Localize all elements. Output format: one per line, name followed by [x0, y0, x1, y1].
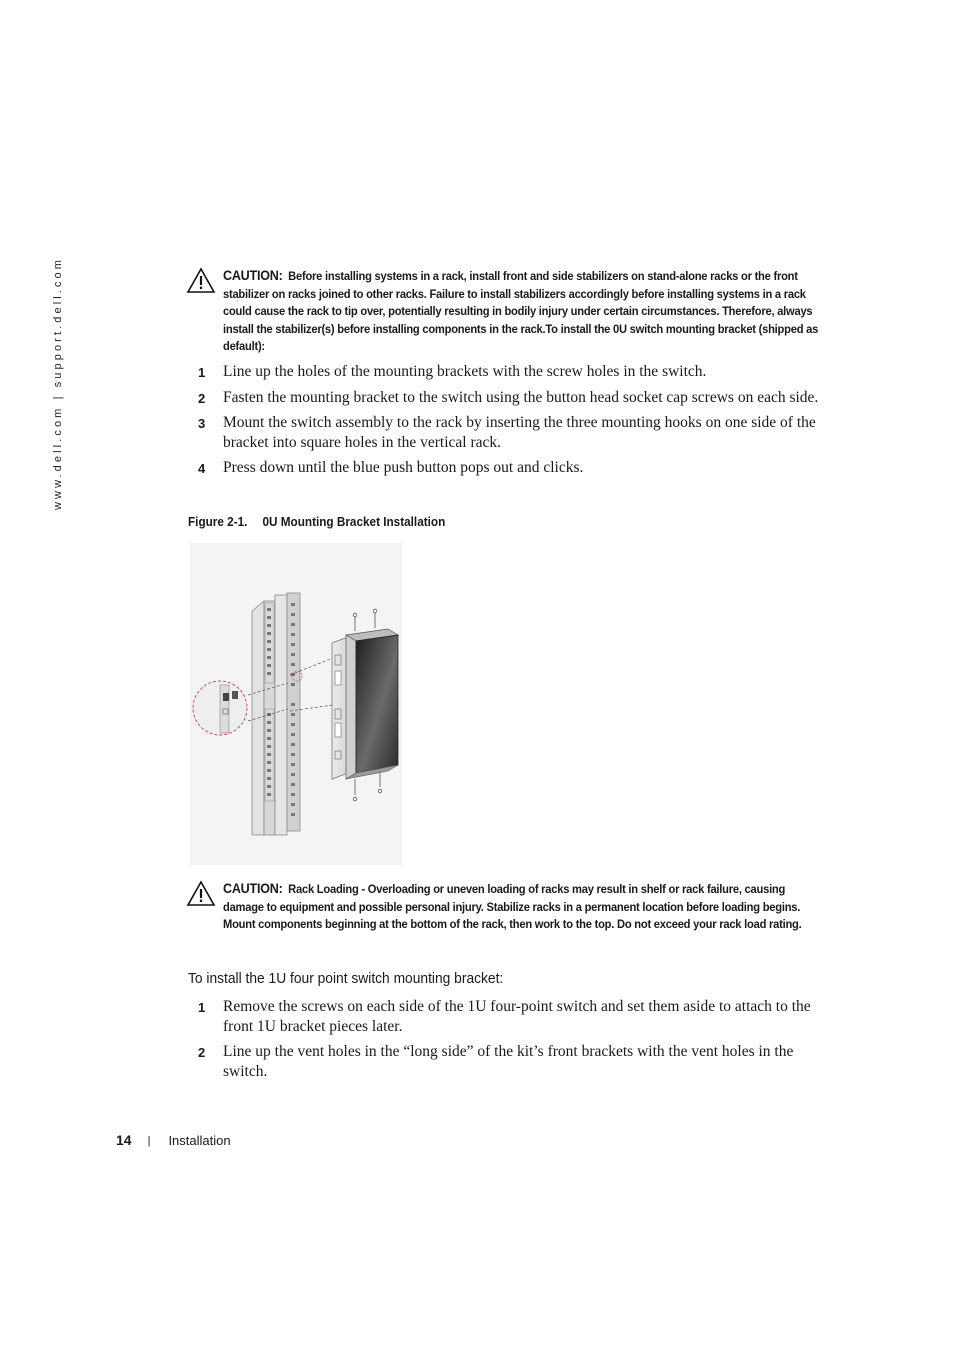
caution-text: Rack Loading - Overloading or uneven loading of racks may result in shelf or rack failure, causing damage to equipment and possible personal injury. Stabilize racks in a permanent location before loading begins. Mount components beginning at the bottom of the rack, then work to the top. Do not exceed your rack load rating.	[223, 882, 802, 932]
step-item	[186, 388, 826, 408]
footer-section: Installation	[168, 1133, 231, 1148]
step-text: Mount the switch assembly to the rack by inserting the three mounting hooks on one side of the bracket into square holes in the vertical rack.	[223, 414, 816, 451]
step-text: Line up the vent holes in the “long side” of the kit’s front brackets with the vent holes in the switch.	[223, 1043, 794, 1080]
step-number: 1	[198, 1000, 206, 1015]
step-text: Fasten the mounting bracket to the switch using the button head socket cap screws on each side.	[223, 388, 819, 406]
caution-notice-rack-loading	[186, 880, 826, 934]
caution-text: Before installing systems in a rack, install front and side stabilizers on stand-alone racks or the front stabilizer on racks joined to other racks. Failure to install stabilizers accordingly before installing systems in a rack could cause the rack to tip over, potentially resulting in bodily injury under certain circumstances. Therefore, always install the stabilizer(s) before installing components in the rack.To install the 0U switch mounting bracket (shipped as default):	[223, 269, 819, 354]
step-number: 2	[198, 1045, 206, 1060]
step-text: Line up the holes of the mounting brackets with the screw holes in the switch.	[223, 363, 707, 380]
caution-label: CAUTION:	[223, 268, 283, 283]
figure-title: 0U Mounting Bracket Installation	[262, 515, 446, 529]
step-number: 3	[198, 416, 206, 431]
figure-caption	[188, 515, 445, 529]
caution-icon	[186, 880, 216, 907]
caution-notice-stabilizers	[186, 267, 826, 356]
page-number: 14	[116, 1132, 132, 1148]
step-text: Press down until the blue push button pops out and clicks.	[223, 459, 584, 476]
section-heading: To install the 1U four point switch mounting bracket:	[188, 970, 504, 987]
step-item	[186, 458, 826, 478]
step-text: Remove the screws on each side of the 1U four-point switch and set them aside to attach to the front 1U bracket pieces later.	[223, 998, 811, 1035]
mounting-bracket-illustration	[190, 543, 402, 865]
step-item	[186, 997, 826, 1036]
step-item	[186, 362, 826, 382]
step-item	[186, 1042, 826, 1081]
caution-icon	[186, 267, 216, 294]
step-number: 2	[198, 390, 206, 406]
footer-separator: |	[147, 1135, 151, 1147]
step-number: 4	[198, 461, 206, 476]
figure-number: Figure 2-1.	[188, 515, 248, 529]
caution-label: CAUTION:	[223, 881, 283, 896]
install-0u-steps	[186, 362, 826, 478]
step-number: 1	[198, 365, 206, 380]
side-url: www.dell.com | support.dell.com	[52, 256, 64, 510]
page-footer	[116, 1132, 231, 1148]
install-1u-steps	[186, 997, 826, 1081]
step-item	[186, 413, 826, 452]
